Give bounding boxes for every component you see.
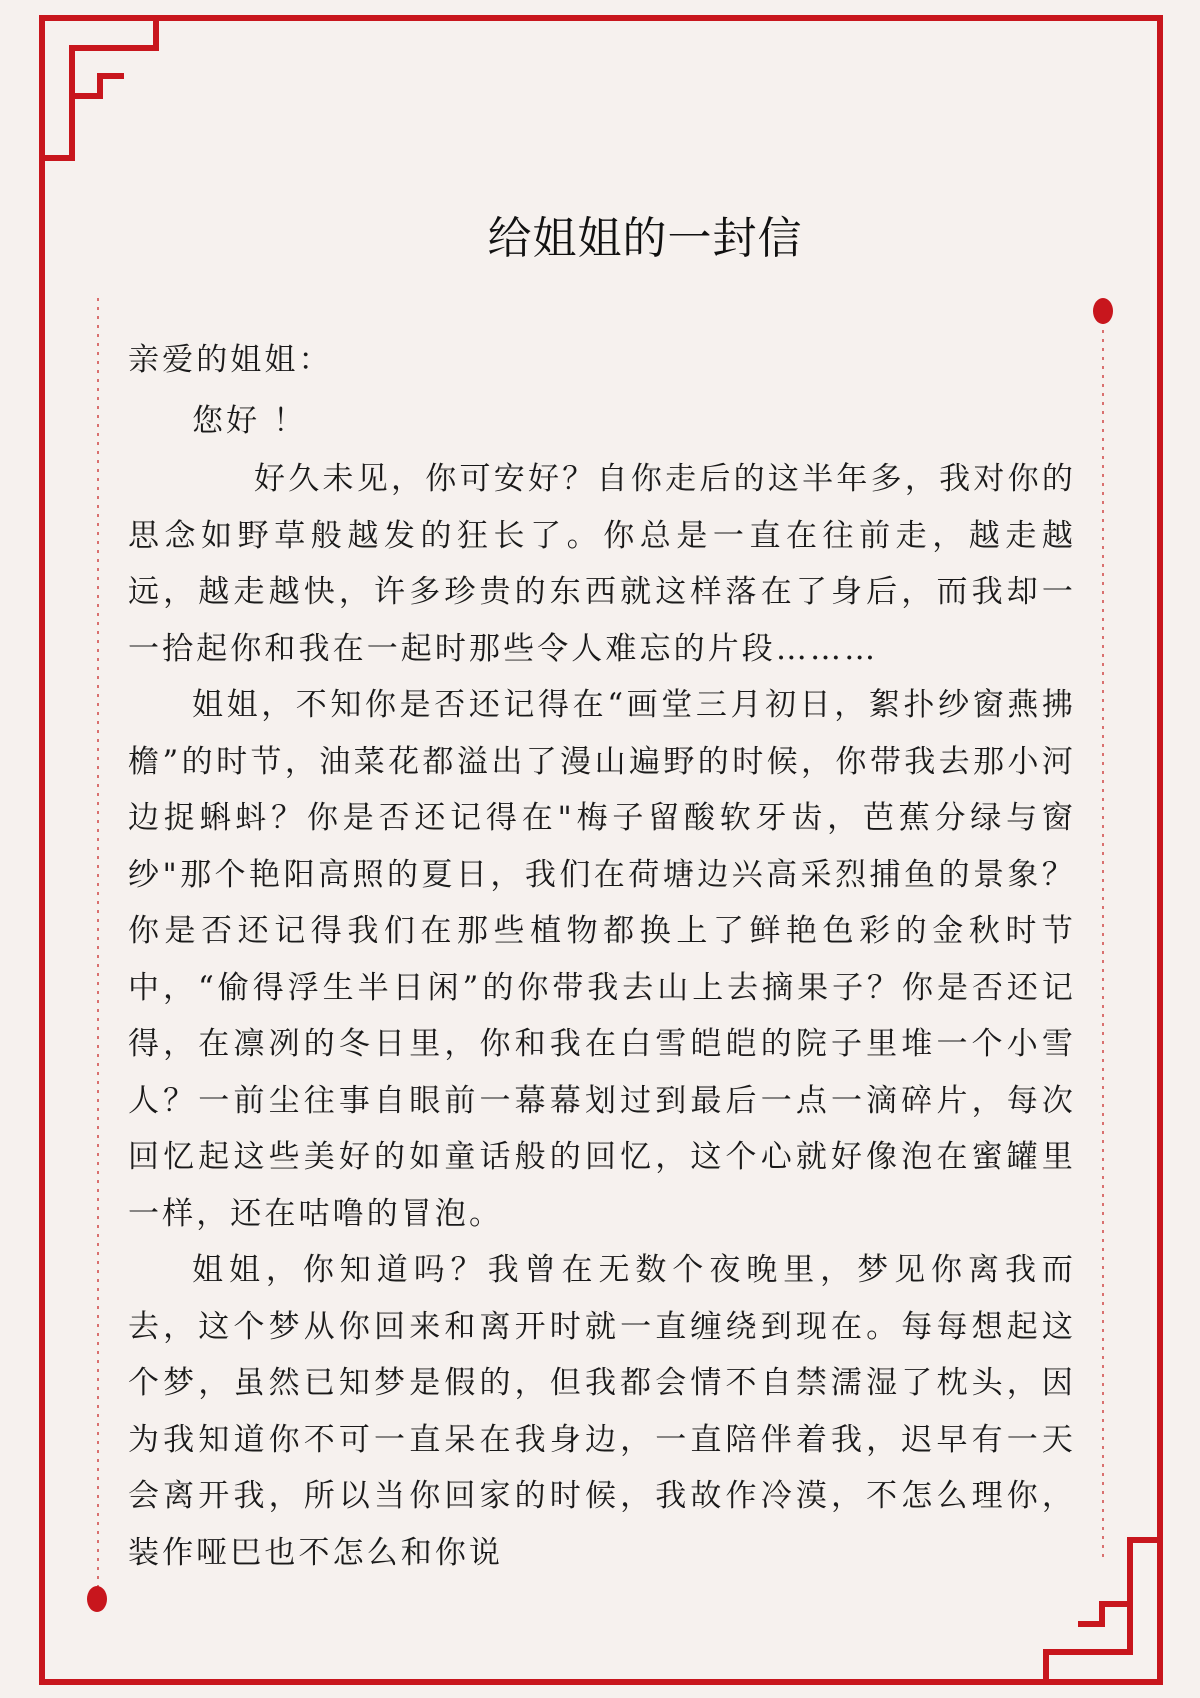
greeting: 您好 ！ (192, 402, 308, 439)
paragraph-1: 好久未见，你可安好？自你走后的这半年多，我对你的思念如野草般越发的狂长了。你总是一直在往前走，越走越远，越走越快，许多珍贵的东西就这样落在了身后，而我却一一拾起你和我在一起时那些令人难忘的片段……… (128, 461, 1076, 667)
letter-body (128, 332, 1076, 1581)
paragraph-3: 姐姐，你知道吗？我曾在无数个夜晚里，梦见你离我而去，这个梦从你回来和离开时就一直缠绕到现在。每每想起这个梦，虽然已知梦是假的，但我都会情不自禁濡湿了枕头，因为我知道你不可一直呆在我身边，一直陪伴着我，迟早有一天会离开我，所以当你回家的时候，我故作冷漠，不怎么理你，装作哑巴也不怎么和你说 (128, 1252, 1076, 1571)
salutation: 亲爱的姐姐： (128, 342, 333, 378)
top-left-corner-ornament (42, 18, 156, 158)
left-bottom-dot (87, 1586, 107, 1612)
letter-title: 给姐姐的一封信 (487, 213, 803, 264)
right-top-dot (1093, 298, 1113, 324)
paragraph-2: 姐姐，不知你是否还记得在“画堂三月初日，絮扑纱窗燕拂檐”的时节，油菜花都溢出了漫山遍野的时候，你带我去那小河边捉蝌蚪？你是否还记得在"梅子留酸软牙齿，芭蕉分绿与窗纱"那个艳阳高照的夏日，我们在荷塘边兴高采烈捕鱼的景象？你是否还记得我们在那些植物都换上了鲜艳色彩的金秋时节中，“偷得浮生半日闲”的你带我去山上去摘果子？你是否还记得，在凛冽的冬日里，你和我在白雪皑皑的院子里堆一个小雪人？一前尘往事自眼前一幕幕划过到最后一点一滴碎片，每次回忆起这些美好的如童话般的回忆，这个心就好像泡在蜜罐里一样，还在咕噜的冒泡。 (128, 687, 1076, 1232)
